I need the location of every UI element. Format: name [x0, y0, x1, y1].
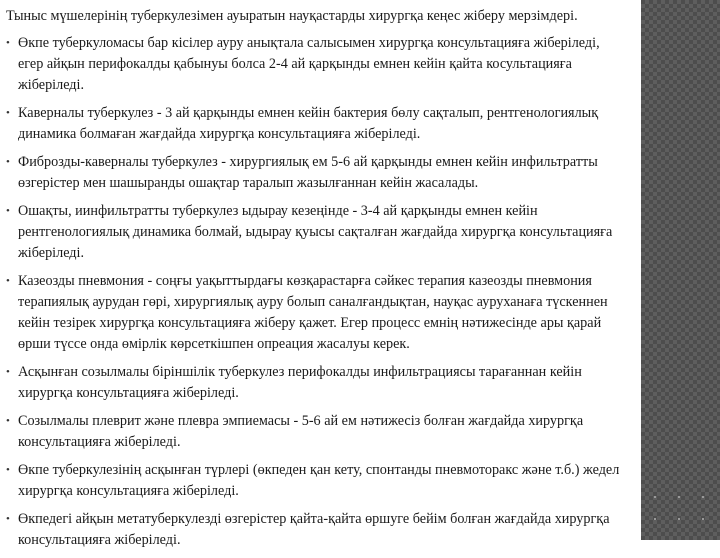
list-item	[6, 152, 626, 194]
decorative-side-panel	[641, 0, 720, 540]
list-item	[6, 509, 626, 551]
bullet-icon: •	[6, 37, 10, 49]
list-item-text: Ошақты, иинфильтратты туберкулез ыдырау кезеңінде - 3-4 ай қарқынды емнен кейін рентгенологиялық динамика болмай, ыдырау қуысы сақталған жағдайда хирургқа консультацияға жіберіледі.	[18, 203, 613, 261]
bullet-icon: •	[6, 205, 10, 217]
list-item	[6, 411, 626, 453]
bullet-icon: •	[6, 156, 10, 168]
list-item-text: Өкпе туберкуломасы бар кісілер ауру анықтала салысымен хирургқа консультацияға жіберіледі, егер айқын перифокалды қабынуы болса 2-4 ай қарқынды емнен кейін қайта косультацияға жіберіледі.	[18, 35, 600, 93]
intro-text: Тыныс мүшелерінің туберкулезімен ауыратын науқастарды хирургқа кеңес жіберу мерзімдері.	[6, 8, 578, 24]
list-item-text: Өкпедегі айқын метатуберкулезді өзгерістер қайта-қайта өршуге бейім болған жағдайда хирургқа консультацияға жіберіледі.	[18, 511, 610, 548]
slide-content	[6, 6, 626, 558]
list-item	[6, 271, 626, 355]
bullet-icon: •	[6, 275, 10, 287]
list-item-text: Казеозды пневмония - соңғы уақыттырдағы көзқарастарға сәйкес терапия казеозды пневмония терапиялық аурудан гөрі, хирургиялық ауру болып саналғандықтан, науқас ауруханаға түскеннен кейін тезірек хирургқа консультацияға жіберу қажет. Егер процесс емнің нәтижесінде ары қарай өрши түссе онда өмірлік көрсеткішпен опреация жасалуы керек.	[18, 273, 608, 352]
list-item-text: Созылмалы плеврит және плевра эмпиемасы - 5-6 ай ем нәтижесіз болған жағдайда хирургқа консультацияға жіберіледі.	[18, 413, 584, 450]
list-item-text: Асқынған созылмалы біріншілік туберкулез перифокалды инфильтрациясы тарағаннан кейін хирургқа консультацияға жіберіледі.	[18, 364, 582, 401]
list-item	[6, 201, 626, 264]
bullet-icon: •	[6, 513, 10, 525]
list-item-text: Кавернaлы туберкулез - 3 ай қарқынды емнен кейін бактерия бөлу сақталып, рентгенологиялық динамика болмаған жағдайда хирургқа консультацияға жіберіледі.	[18, 105, 599, 142]
bullet-icon: •	[6, 415, 10, 427]
bullet-icon: •	[6, 464, 10, 476]
list-item	[6, 362, 626, 404]
list-item-text: Фиброзды-кавернaлы туберкулез - хирургиялық ем 5-6 ай қарқынды емнен кейін инфильтратты өзгерістер мен шашыранды ошақтар таралып жазылғаннан кейін жасалады.	[18, 154, 598, 191]
list-item	[6, 33, 626, 96]
decorative-dots	[648, 490, 714, 530]
list-item	[6, 103, 626, 145]
list-item	[6, 460, 626, 502]
bullet-list	[6, 33, 626, 551]
list-item-text: Өкпе туберкулезінің асқынған түрлері (өкпеден қан кету, спонтанды пневмоторакс және т.б.) жедел хирургқа консультацияға жіберіледі.	[18, 462, 620, 499]
bullet-icon: •	[6, 107, 10, 119]
bullet-icon: •	[6, 366, 10, 378]
